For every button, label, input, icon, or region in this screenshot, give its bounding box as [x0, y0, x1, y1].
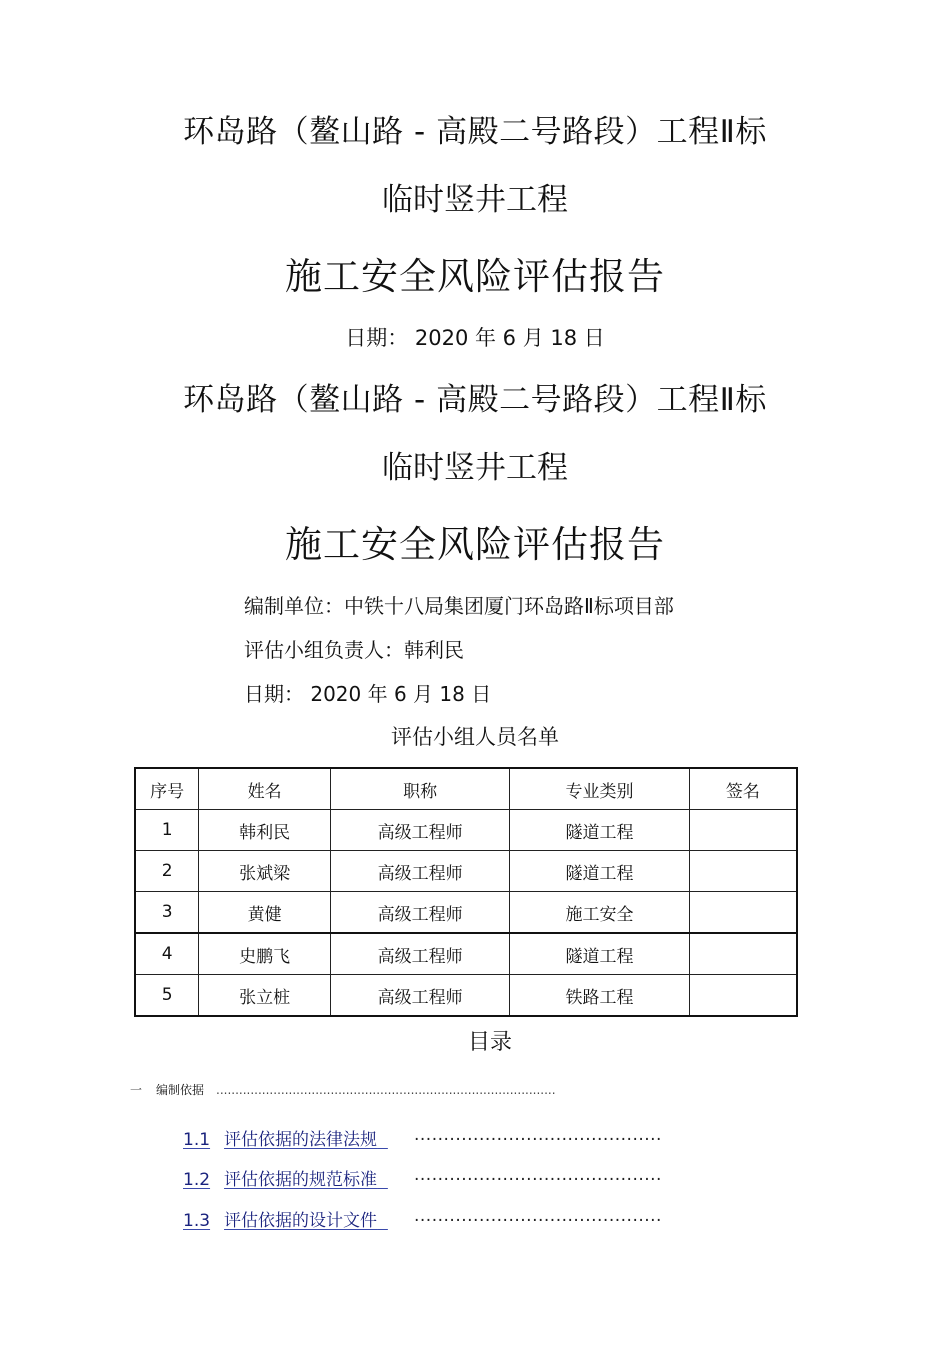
- table-cell: 4: [135, 933, 199, 975]
- team-list-heading: 评估小组人员名单: [391, 725, 559, 749]
- toc-link[interactable]: [183, 1130, 388, 1150]
- header-cell: 姓名: [199, 768, 331, 810]
- table-cell: 隧道工程: [510, 851, 689, 892]
- toc-leader-dots: .........................................................................................: [216, 1083, 556, 1097]
- toc-entry-number: 1.1: [183, 1130, 211, 1150]
- table-cell: 3: [135, 892, 199, 934]
- toc-title: 目录: [467, 1030, 512, 1055]
- table-cell: 2: [135, 851, 199, 892]
- signature-cell: [689, 851, 797, 892]
- table-row: [135, 851, 797, 892]
- toc-level1-label: 编制依据: [156, 1083, 205, 1097]
- toc-entry-label: 评估依据的法律法规: [224, 1130, 378, 1150]
- table-cell: 张斌梁: [199, 851, 331, 892]
- toc-level1-entry[interactable]: [130, 1081, 556, 1098]
- signature-cell: [689, 975, 797, 1017]
- table-row: [135, 892, 797, 934]
- table-cell: 1: [135, 810, 199, 851]
- toc-link[interactable]: [183, 1170, 388, 1190]
- title-date: 日期： 2020 年 6 月 18 日: [244, 682, 492, 706]
- header-cell: 专业类别: [510, 768, 689, 810]
- toc-leader-dots: ..........................................: [414, 1125, 662, 1145]
- table-cell: 黄健: [199, 892, 331, 934]
- table-cell: 高级工程师: [330, 851, 509, 892]
- toc-entry-label: 评估依据的规范标准: [224, 1170, 378, 1190]
- table-cell: 史鹏飞: [199, 933, 331, 975]
- signature-cell: [689, 810, 797, 851]
- table-cell: 施工安全: [510, 892, 689, 934]
- title-project-line1: 环岛路（鳌山路 - 高殿二号路段）工程Ⅱ标: [183, 382, 767, 418]
- toc-entry-1-3[interactable]: [183, 1206, 662, 1231]
- table-row: [135, 933, 797, 975]
- title-project-line2: 临时竖井工程: [382, 450, 568, 486]
- header-cell: 职称: [330, 768, 509, 810]
- cover-date: 日期： 2020 年 6 月 18 日: [345, 326, 605, 350]
- table-cell: 高级工程师: [330, 892, 509, 934]
- team-leader: 评估小组负责人：韩利民: [244, 638, 464, 662]
- table-header-row: [135, 768, 797, 810]
- toc-entry-1-1[interactable]: [183, 1125, 662, 1150]
- cover-report-title: 施工安全风险评估报告: [285, 255, 665, 298]
- table-cell: 隧道工程: [510, 810, 689, 851]
- signature-cell: [689, 933, 797, 975]
- table-cell: 5: [135, 975, 199, 1017]
- header-cell: 签名: [689, 768, 797, 810]
- table-cell: 高级工程师: [330, 975, 509, 1017]
- table-cell: 张立桩: [199, 975, 331, 1017]
- cover-project-line1: 环岛路（鳌山路 - 高殿二号路段）工程Ⅱ标: [183, 114, 767, 150]
- compiler-unit: 编制单位：中铁十八局集团厦门环岛路Ⅱ标项目部: [244, 594, 674, 618]
- toc-leader-dots: ..........................................: [414, 1206, 662, 1226]
- toc-entry-label: 评估依据的设计文件: [224, 1211, 378, 1231]
- title-report-title: 施工安全风险评估报告: [285, 523, 665, 566]
- table-cell: 隧道工程: [510, 933, 689, 975]
- toc-entry-1-2[interactable]: [183, 1165, 662, 1190]
- table-row: [135, 810, 797, 851]
- team-members-table: [134, 767, 798, 1017]
- table-row: [135, 975, 797, 1017]
- table-cell: 韩利民: [199, 810, 331, 851]
- table-cell: 高级工程师: [330, 933, 509, 975]
- toc-level1-number: 一: [130, 1083, 143, 1097]
- toc-leader-dots: ..........................................: [414, 1165, 662, 1185]
- header-cell: 序号: [135, 768, 199, 810]
- toc-entry-number: 1.2: [183, 1170, 211, 1190]
- toc-entry-number: 1.3: [183, 1211, 211, 1231]
- table-cell: 铁路工程: [510, 975, 689, 1017]
- table-cell: 高级工程师: [330, 810, 509, 851]
- signature-cell: [689, 892, 797, 934]
- toc-link[interactable]: [183, 1211, 388, 1231]
- cover-project-line2: 临时竖井工程: [382, 182, 568, 218]
